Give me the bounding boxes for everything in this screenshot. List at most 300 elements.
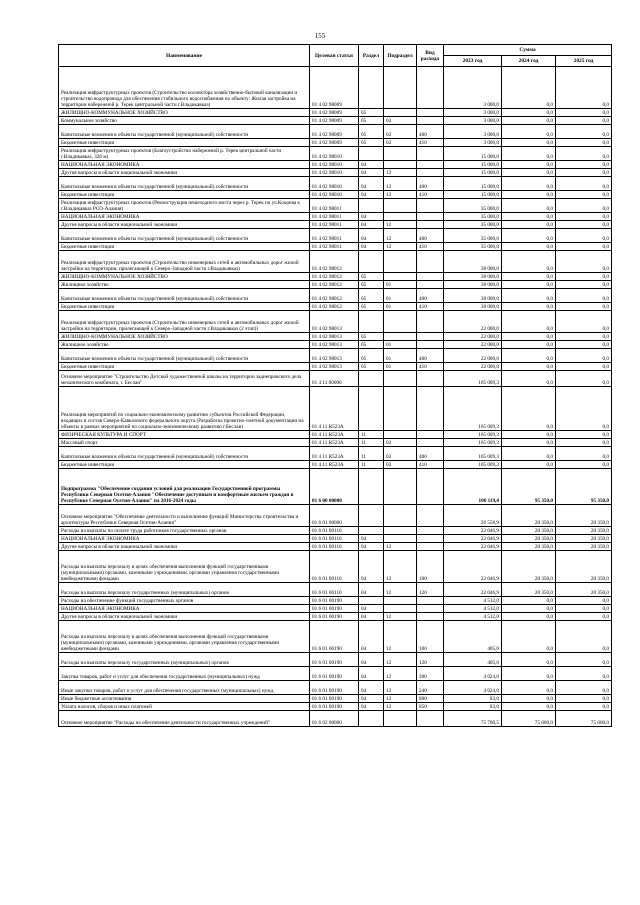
cell-subsection [384,147,417,161]
cell-2023: 38 000,0 [444,273,502,281]
cell-target: 01 4 02 98009 [310,139,359,147]
cell-section: 04 [359,653,384,667]
cell-name: Расходы на выплаты персоналу государственных (муниципальных) органов [59,583,310,597]
cell-2025: 0,0 [556,371,612,387]
cell-expense-type [417,371,444,387]
cell-section: 04 [359,695,384,703]
cell-target: 01 6 01 00190 [310,621,359,653]
cell-2023: 105 009,3 [444,387,502,431]
cell-section: 05 [359,139,384,147]
cell-section [359,199,384,213]
cell-section: 04 [359,703,384,711]
cell-2024: 0,0 [502,371,556,387]
cell-name: НАЦИОНАЛЬНАЯ ЭКОНОМИКА [59,535,310,543]
cell-2023: 35 000,0 [444,229,502,243]
cell-expense-type [417,161,444,169]
cell-2024: 0,0 [502,613,556,621]
cell-2025: 20 350,0 [556,583,612,597]
cell-section: 04 [359,613,384,621]
cell-expense-type: 400 [417,229,444,243]
cell-expense-type [417,199,444,213]
cell-name: Реализация инфраструктурных проектов (Благоустройство набережной р. Терек центральной части г.Владикавказ, 326 м) [59,147,310,161]
cell-expense-type: 400 [417,177,444,191]
cell-expense-type: 400 [417,289,444,303]
cell-2023: 38 000,0 [444,251,502,273]
cell-subsection [384,213,417,221]
cell-subsection [384,251,417,273]
cell-2025: 0,0 [556,161,612,169]
cell-name: ФИЗИЧЕСКАЯ КУЛЬТУРА И СПОРТ [59,431,310,439]
col-sum-header: Сумма [444,45,612,56]
cell-2023: 22 000,0 [444,333,502,341]
cell-2025: 0,0 [556,681,612,695]
cell-2025: 0,0 [556,229,612,243]
cell-section: 04 [359,221,384,229]
table-row [59,597,612,605]
cell-2025: 0,0 [556,597,612,605]
cell-section: 04 [359,605,384,613]
cell-subsection: 12 [384,703,417,711]
cell-expense-type [417,251,444,273]
cell-target: 01 6 01 00110 [310,583,359,597]
cell-subsection [384,333,417,341]
cell-target: 01 4 02 98011 [310,243,359,251]
cell-section: 04 [359,229,384,243]
cell-2025: 0,0 [556,653,612,667]
cell-2024: 0,0 [502,177,556,191]
cell-target: 01 4 02 98009 [310,109,359,117]
cell-section: 05 [359,109,384,117]
table-row [59,613,612,621]
cell-name: Расходы на выплаты по оплате труда работников государственных органов [59,527,310,535]
cell-subsection: 01 [384,303,417,311]
cell-subsection: 12 [384,191,417,199]
cell-expense-type [417,535,444,543]
table-row [59,653,612,667]
cell-target: 01 4 02 98012 [310,281,359,289]
table-row [59,243,612,251]
cell-subsection: 02 [384,117,417,125]
cell-name: Капитальные вложения в объекты государственной (муниципальной) собственности [59,289,310,303]
col-2023-header: 2023 год [444,56,502,67]
cell-target: 01 4 02 98013 [310,341,359,349]
cell-2023: 3 000,0 [444,109,502,117]
cell-2025: 0,0 [556,125,612,139]
cell-target: 01 4 11 R523A [310,431,359,439]
cell-target: 01 6 01 00190 [310,605,359,613]
table-row [59,161,612,169]
cell-section: 11 [359,447,384,461]
cell-expense-type [417,147,444,161]
cell-expense-type [417,311,444,333]
cell-target: 01 6 01 00190 [310,613,359,621]
cell-target: 01 4 02 98010 [310,169,359,177]
cell-name: Капитальные вложения в объекты государственной (муниципальной) собственности [59,177,310,191]
cell-2023: 15 000,0 [444,177,502,191]
cell-section [359,711,384,727]
cell-2025: 20 350,0 [556,505,612,527]
cell-section: 11 [359,461,384,469]
cell-2024: 0,0 [502,341,556,349]
cell-subsection: 12 [384,169,417,177]
cell-subsection: 12 [384,243,417,251]
table-row [59,117,612,125]
cell-target: 01 4 02 98010 [310,147,359,161]
cell-name: Жилищное хозяйство [59,341,310,349]
cell-expense-type [417,431,444,439]
cell-name: Бюджетные инвестиции [59,191,310,199]
table-row [59,469,612,505]
cell-2024: 0,0 [502,289,556,303]
cell-section [359,67,384,109]
cell-target: 01 4 02 98013 [310,333,359,341]
cell-expense-type [417,281,444,289]
table-row [59,431,612,439]
cell-2023: 405,0 [444,621,502,653]
cell-target: 01 4 02 98009 [310,125,359,139]
cell-2023: 15 000,0 [444,191,502,199]
cell-2025: 20 350,0 [556,551,612,583]
cell-name: Реализация инфраструктурных проектов (Строительство коллектора хозяйственно-бытовой канализации и строительство водопровода для обеспечения стабильного водоснабжения по объекту: Жилая застройка на территории набережной р. Терек центральной части г.Владикавказ) [59,67,310,109]
cell-2025: 0,0 [556,447,612,461]
cell-2025: 0,0 [556,251,612,273]
table-row [59,349,612,363]
cell-target: 01 4 02 98013 [310,349,359,363]
table-row [59,371,612,387]
cell-expense-type [417,543,444,551]
cell-2024: 0,0 [502,213,556,221]
cell-2025: 0,0 [556,311,612,333]
cell-target: 01 6 01 00110 [310,527,359,535]
table-row [59,303,612,311]
cell-name: ЖИЛИЩНО-КОММУНАЛЬНОЕ ХОЗЯЙСТВО [59,333,310,341]
cell-expense-type [417,67,444,109]
table-row [59,281,612,289]
cell-target: 01 6 01 00110 [310,543,359,551]
table-row [59,605,612,613]
cell-section: 04 [359,191,384,199]
table-row [59,439,612,447]
cell-section: 04 [359,213,384,221]
cell-target: 01 6 01 00190 [310,667,359,681]
cell-name: Расходы на выплаты персоналу государственных (муниципальных) органов [59,653,310,667]
cell-name: Капитальные вложения в объекты государственной (муниципальной) собственности [59,229,310,243]
cell-name: Закупка товаров, работ и услуг для обеспечения государственных (муниципальных) нужд [59,667,310,681]
cell-2023: 22 046,9 [444,535,502,543]
table-row [59,229,612,243]
cell-2025: 0,0 [556,621,612,653]
cell-name: Другие вопросы в области национальной экономики [59,613,310,621]
cell-name: Бюджетные инвестиции [59,303,310,311]
cell-subsection [384,605,417,613]
cell-subsection: 01 [384,349,417,363]
table-row [59,191,612,199]
cell-expense-type [417,505,444,527]
table-row [59,583,612,597]
cell-target: 01 6 00 00000 [310,469,359,505]
cell-2024: 0,0 [502,667,556,681]
cell-subsection: 02 [384,447,417,461]
cell-2023: 105 009,3 [444,439,502,447]
cell-name: Расходы на выплаты персоналу в целях обеспечения выполнения функций государственными (муниципальными) органами, казенными учреждениями, органами управления государственными внебюджетными фондами [59,621,310,653]
cell-expense-type: 410 [417,191,444,199]
cell-target: 01 4 11 R523A [310,439,359,447]
cell-2025: 0,0 [556,213,612,221]
cell-2023: 15 000,0 [444,169,502,177]
cell-subsection [384,431,417,439]
cell-2025: 0,0 [556,243,612,251]
cell-name: Капитальные вложения в объекты государственной (муниципальной) собственности [59,349,310,363]
cell-section: 05 [359,341,384,349]
cell-target: 01 6 01 00190 [310,597,359,605]
cell-2025: 0,0 [556,613,612,621]
cell-expense-type: 410 [417,461,444,469]
table-row [59,447,612,461]
col-2024-header: 2024 год [502,56,556,67]
cell-section [359,311,384,333]
cell-2024: 0,0 [502,333,556,341]
cell-subsection: 12 [384,177,417,191]
cell-section: 04 [359,621,384,653]
cell-subsection: 12 [384,653,417,667]
cell-subsection: 12 [384,551,417,583]
cell-name: Капитальные вложения в объекты государственной (муниципальной) собственности [59,125,310,139]
cell-2025: 0,0 [556,191,612,199]
table-row [59,221,612,229]
cell-name: Реализация инфраструктурных проектов (Строительство инженерных сетей и автомобильных дорог жилой застройки на территории, прилегающей к Северо-Западной части г.Владикавказ) [59,251,310,273]
cell-2023: 15 000,0 [444,147,502,161]
table-row [59,251,612,273]
cell-expense-type [417,597,444,605]
cell-name: Массовый спорт [59,439,310,447]
cell-name: Основное мероприятие "Строительство Детской художественной школы на территории заднепровского дела механического комбината, г. Беслан" [59,371,310,387]
cell-name: Бюджетные инвестиции [59,363,310,371]
cell-expense-type: 410 [417,363,444,371]
cell-2024: 20 350,0 [502,543,556,551]
cell-2025: 0,0 [556,461,612,469]
cell-2024: 0,0 [502,281,556,289]
cell-2025: 0,0 [556,349,612,363]
table-row [59,527,612,535]
cell-target: 01 4 02 98012 [310,273,359,281]
cell-subsection: 12 [384,681,417,695]
cell-target: 01 4 11 R523A [310,461,359,469]
table-row [59,363,612,371]
cell-2023: 35 000,0 [444,213,502,221]
cell-2024: 20 350,0 [502,583,556,597]
cell-subsection: 01 [384,289,417,303]
cell-2023: 22 046,9 [444,527,502,535]
cell-2023: 26 558,9 [444,505,502,527]
cell-2025: 0,0 [556,387,612,431]
cell-target: 01 6 02 00000 [310,711,359,727]
cell-expense-type [417,439,444,447]
cell-2024: 0,0 [502,199,556,213]
cell-2025: 0,0 [556,439,612,447]
cell-2024: 0,0 [502,243,556,251]
page-number: 155 [314,32,326,40]
cell-section: 04 [359,667,384,681]
cell-2024: 0,0 [502,251,556,273]
cell-subsection: 02 [384,461,417,469]
cell-subsection [384,535,417,543]
cell-name: ЖИЛИЩНО-КОММУНАЛЬНОЕ ХОЗЯЙСТВО [59,273,310,281]
cell-target: 01 4 02 98010 [310,177,359,191]
cell-subsection: 02 [384,439,417,447]
cell-2025: 0,0 [556,109,612,117]
cell-2024: 0,0 [502,169,556,177]
cell-section: 05 [359,303,384,311]
cell-2024: 0,0 [502,229,556,243]
cell-section [359,251,384,273]
table-row [59,273,612,281]
table-row [59,681,612,695]
cell-2023: 22 000,0 [444,341,502,349]
cell-name: Капитальные вложения в объекты государственной (муниципальной) собственности [59,447,310,461]
cell-2023: 3 000,0 [444,67,502,109]
cell-2024: 0,0 [502,363,556,371]
table-row [59,703,612,711]
cell-section: 05 [359,349,384,363]
cell-subsection: 12 [384,583,417,597]
cell-2023: 15 000,0 [444,161,502,169]
cell-2024: 0,0 [502,447,556,461]
cell-name: НАЦИОНАЛЬНАЯ ЭКОНОМИКА [59,161,310,169]
cell-name: Подпрограмма "Обеспечение создания условий для реализации Государственной программы Республики Северная Осетия-Алания "Обеспечение доступным и комфортным жильем граждан в Республике Северная Осетия-Алания" на 2016-2024 годы [59,469,310,505]
cell-target: 01 4 02 98012 [310,303,359,311]
cell-2023: 3 000,0 [444,117,502,125]
cell-section: 05 [359,333,384,341]
cell-2025: 0,0 [556,703,612,711]
cell-subsection: 12 [384,613,417,621]
cell-2025: 0,0 [556,605,612,613]
cell-subsection: 12 [384,221,417,229]
table-row [59,147,612,161]
cell-target: 01 4 11 00000 [310,371,359,387]
cell-section [359,147,384,161]
cell-2024: 0,0 [502,681,556,695]
cell-name: Реализация инфраструктурных проектов (Строительство инженерных сетей и автомобильных дорог жилой застройки на территории, прилегающей к Северо-Западной части г.Владикавказ (2 этап)) [59,311,310,333]
cell-2024: 20 350,0 [502,505,556,527]
cell-section: 11 [359,439,384,447]
cell-2025: 0,0 [556,695,612,703]
table-body [59,67,612,727]
cell-2023: 22 046,9 [444,583,502,597]
cell-name: Реализация инфраструктурных проектов (Реконструкция пешеходного моста через р. Терек по ул.Коцоева к г.Владикавказ РСО-Алания) [59,199,310,213]
cell-expense-type [417,613,444,621]
cell-2024: 0,0 [502,597,556,605]
cell-2025: 20 350,0 [556,535,612,543]
cell-expense-type: 410 [417,243,444,251]
table-row [59,543,612,551]
table-row [59,169,612,177]
table-row [59,667,612,681]
cell-2025: 0,0 [556,221,612,229]
cell-target: 01 6 01 00190 [310,695,359,703]
cell-name: Расходы на выплаты персоналу в целях обеспечения выполнения функций государственными (муниципальными) органами, казенными учреждениями, органами управления государственными внебюджетными фондами [59,551,310,583]
cell-target: 01 6 01 00110 [310,551,359,583]
cell-expense-type: 400 [417,447,444,461]
cell-expense-type [417,333,444,341]
cell-2023: 22 000,0 [444,349,502,363]
table-row [59,551,612,583]
cell-expense-type [417,273,444,281]
cell-target: 01 4 02 98013 [310,363,359,371]
cell-section: 05 [359,363,384,371]
cell-2025: 0,0 [556,139,612,147]
cell-2023: 22 000,0 [444,363,502,371]
cell-subsection [384,469,417,505]
cell-2025: 0,0 [556,667,612,681]
cell-name: Иные бюджетные ассигнования [59,695,310,703]
table-row [59,139,612,147]
cell-subsection: 02 [384,125,417,139]
cell-2025: 0,0 [556,363,612,371]
table-row [59,213,612,221]
cell-target: 01 6 01 00190 [310,703,359,711]
cell-2024: 0,0 [502,461,556,469]
cell-2024: 0,0 [502,117,556,125]
cell-expense-type: 800 [417,695,444,703]
cell-section [359,597,384,605]
cell-name: Иные закупки товаров, работ и услуг для обеспечения государственных (муниципальных) нужд [59,681,310,695]
col-name-header: Наименование [59,45,310,67]
cell-2023: 405,0 [444,653,502,667]
cell-section: 04 [359,169,384,177]
cell-2023: 83,0 [444,695,502,703]
cell-2025: 0,0 [556,431,612,439]
cell-2023: 105 009,3 [444,431,502,439]
table-row [59,67,612,109]
cell-subsection [384,387,417,431]
cell-expense-type [417,169,444,177]
cell-target: 01 4 02 98009 [310,117,359,125]
cell-2024: 0,0 [502,109,556,117]
cell-expense-type: 200 [417,667,444,681]
cell-2025: 0,0 [556,199,612,213]
cell-2025: 0,0 [556,117,612,125]
cell-expense-type: 100 [417,621,444,653]
table-row [59,109,612,117]
cell-target: 01 4 02 98011 [310,221,359,229]
cell-target: 01 4 02 98012 [310,289,359,303]
cell-section: 04 [359,177,384,191]
cell-2023: 4 024,0 [444,681,502,695]
cell-2024: 0,0 [502,303,556,311]
cell-expense-type [417,109,444,117]
cell-name: Другие вопросы в области национальной экономики [59,221,310,229]
cell-subsection [384,273,417,281]
cell-name: Бюджетные инвестиции [59,461,310,469]
cell-2024: 75 000,0 [502,711,556,727]
table-row [59,535,612,543]
table-row [59,505,612,527]
cell-target: 01 6 01 00190 [310,653,359,667]
cell-2024: 0,0 [502,605,556,613]
cell-2025: 0,0 [556,281,612,289]
cell-name: НАЦИОНАЛЬНАЯ ЭКОНОМИКА [59,605,310,613]
cell-expense-type: 100 [417,551,444,583]
cell-expense-type: 240 [417,681,444,695]
col-expense-type-header: Вид расхода [417,45,444,67]
cell-target: 01 4 02 98009 [310,67,359,109]
table-row [59,695,612,703]
cell-subsection [384,371,417,387]
table-row [59,711,612,727]
cell-subsection [384,199,417,213]
cell-2023: 35 000,0 [444,243,502,251]
cell-2024: 0,0 [502,387,556,431]
